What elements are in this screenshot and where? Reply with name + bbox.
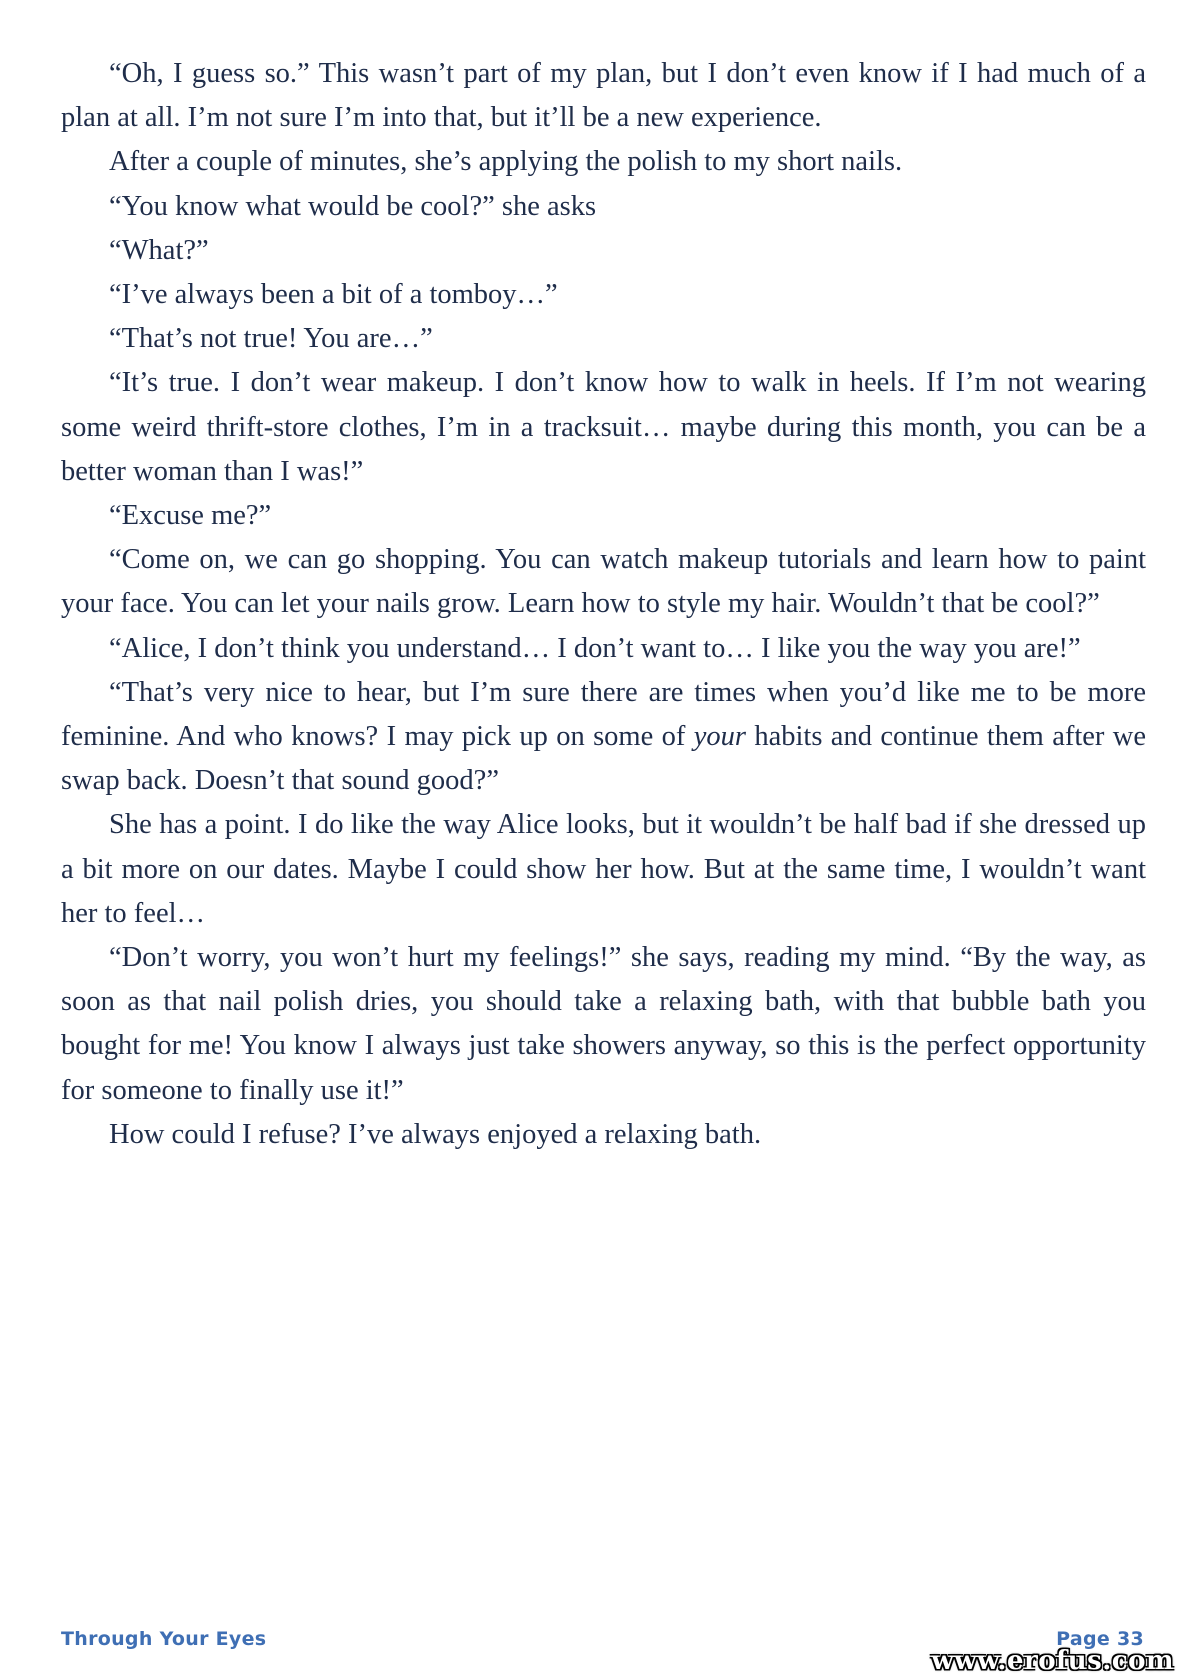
site-watermark: www.erofus.com	[931, 1646, 1174, 1676]
paragraph-10: “Alice, I don’t think you understand… I don’t want to… I like you the way you are!”	[109, 632, 1081, 664]
paragraph-13: “Don’t worry, you won’t hurt my feelings!” she says, reading my mind. “By the way, as soon as that nail polish dries, you should take a relaxing bath, with that bubble bath you bought for me! You know I always just take showers anyway, so this is the perfect opportunity for someone to finally use it!”	[61, 942, 1146, 1106]
paragraph-11-emphasis: your	[693, 721, 746, 753]
paragraph-11-after: habits and continue them after we swap back. Doesn’t that sound good?”	[61, 721, 1147, 797]
paragraph-2: After a couple of minutes, she’s applying the polish to my short nails.	[109, 146, 903, 178]
paragraph-8: “Excuse me?”	[109, 500, 272, 532]
paragraph-5: “I’ve always been a bit of a tomboy…”	[109, 279, 558, 311]
paragraph-11	[61, 671, 1146, 804]
paragraph-14: How could I refuse? I’ve always enjoyed a relaxing bath.	[109, 1118, 762, 1150]
paragraph-4: “What?”	[109, 234, 209, 266]
paragraph-12: She has a point. I do like the way Alice looks, but it wouldn’t be half bad if she dressed up a bit more on our dates. Maybe I could show her how. But at the same time, I wouldn’t want her to feel…	[61, 809, 1146, 929]
paragraph-3: “You know what would be cool?” she asks	[109, 190, 597, 222]
paragraph-6: “That’s not true! You are…”	[109, 323, 433, 355]
paragraph-7: “It’s true. I don’t wear makeup. I don’t know how to walk in heels. If I’m not wearing some weird thrift-store clothes, I’m in a tracksuit… maybe during this month, you can be a better woman than I was!”	[61, 367, 1146, 487]
story-text	[61, 52, 1146, 1157]
footer-book-title: Through Your Eyes	[61, 1628, 267, 1650]
footer-page-number: Page 33	[1056, 1628, 1144, 1650]
paragraph-11-before: “That’s very nice to hear, but I’m sure there are times when you’d like me to be more feminine. And who knows? I may pick up on some of	[61, 676, 1146, 753]
paragraph-1: “Oh, I guess so.” This wasn’t part of my plan, but I don’t even know if I had much of a plan at all. I’m not sure I’m into that, but it’ll be a new experience.	[61, 58, 1146, 134]
paragraph-9: “Come on, we can go shopping. You can watch makeup tutorials and learn how to paint your face. You can let your nails grow. Learn how to style my hair. Wouldn’t that be cool?”	[61, 544, 1146, 620]
